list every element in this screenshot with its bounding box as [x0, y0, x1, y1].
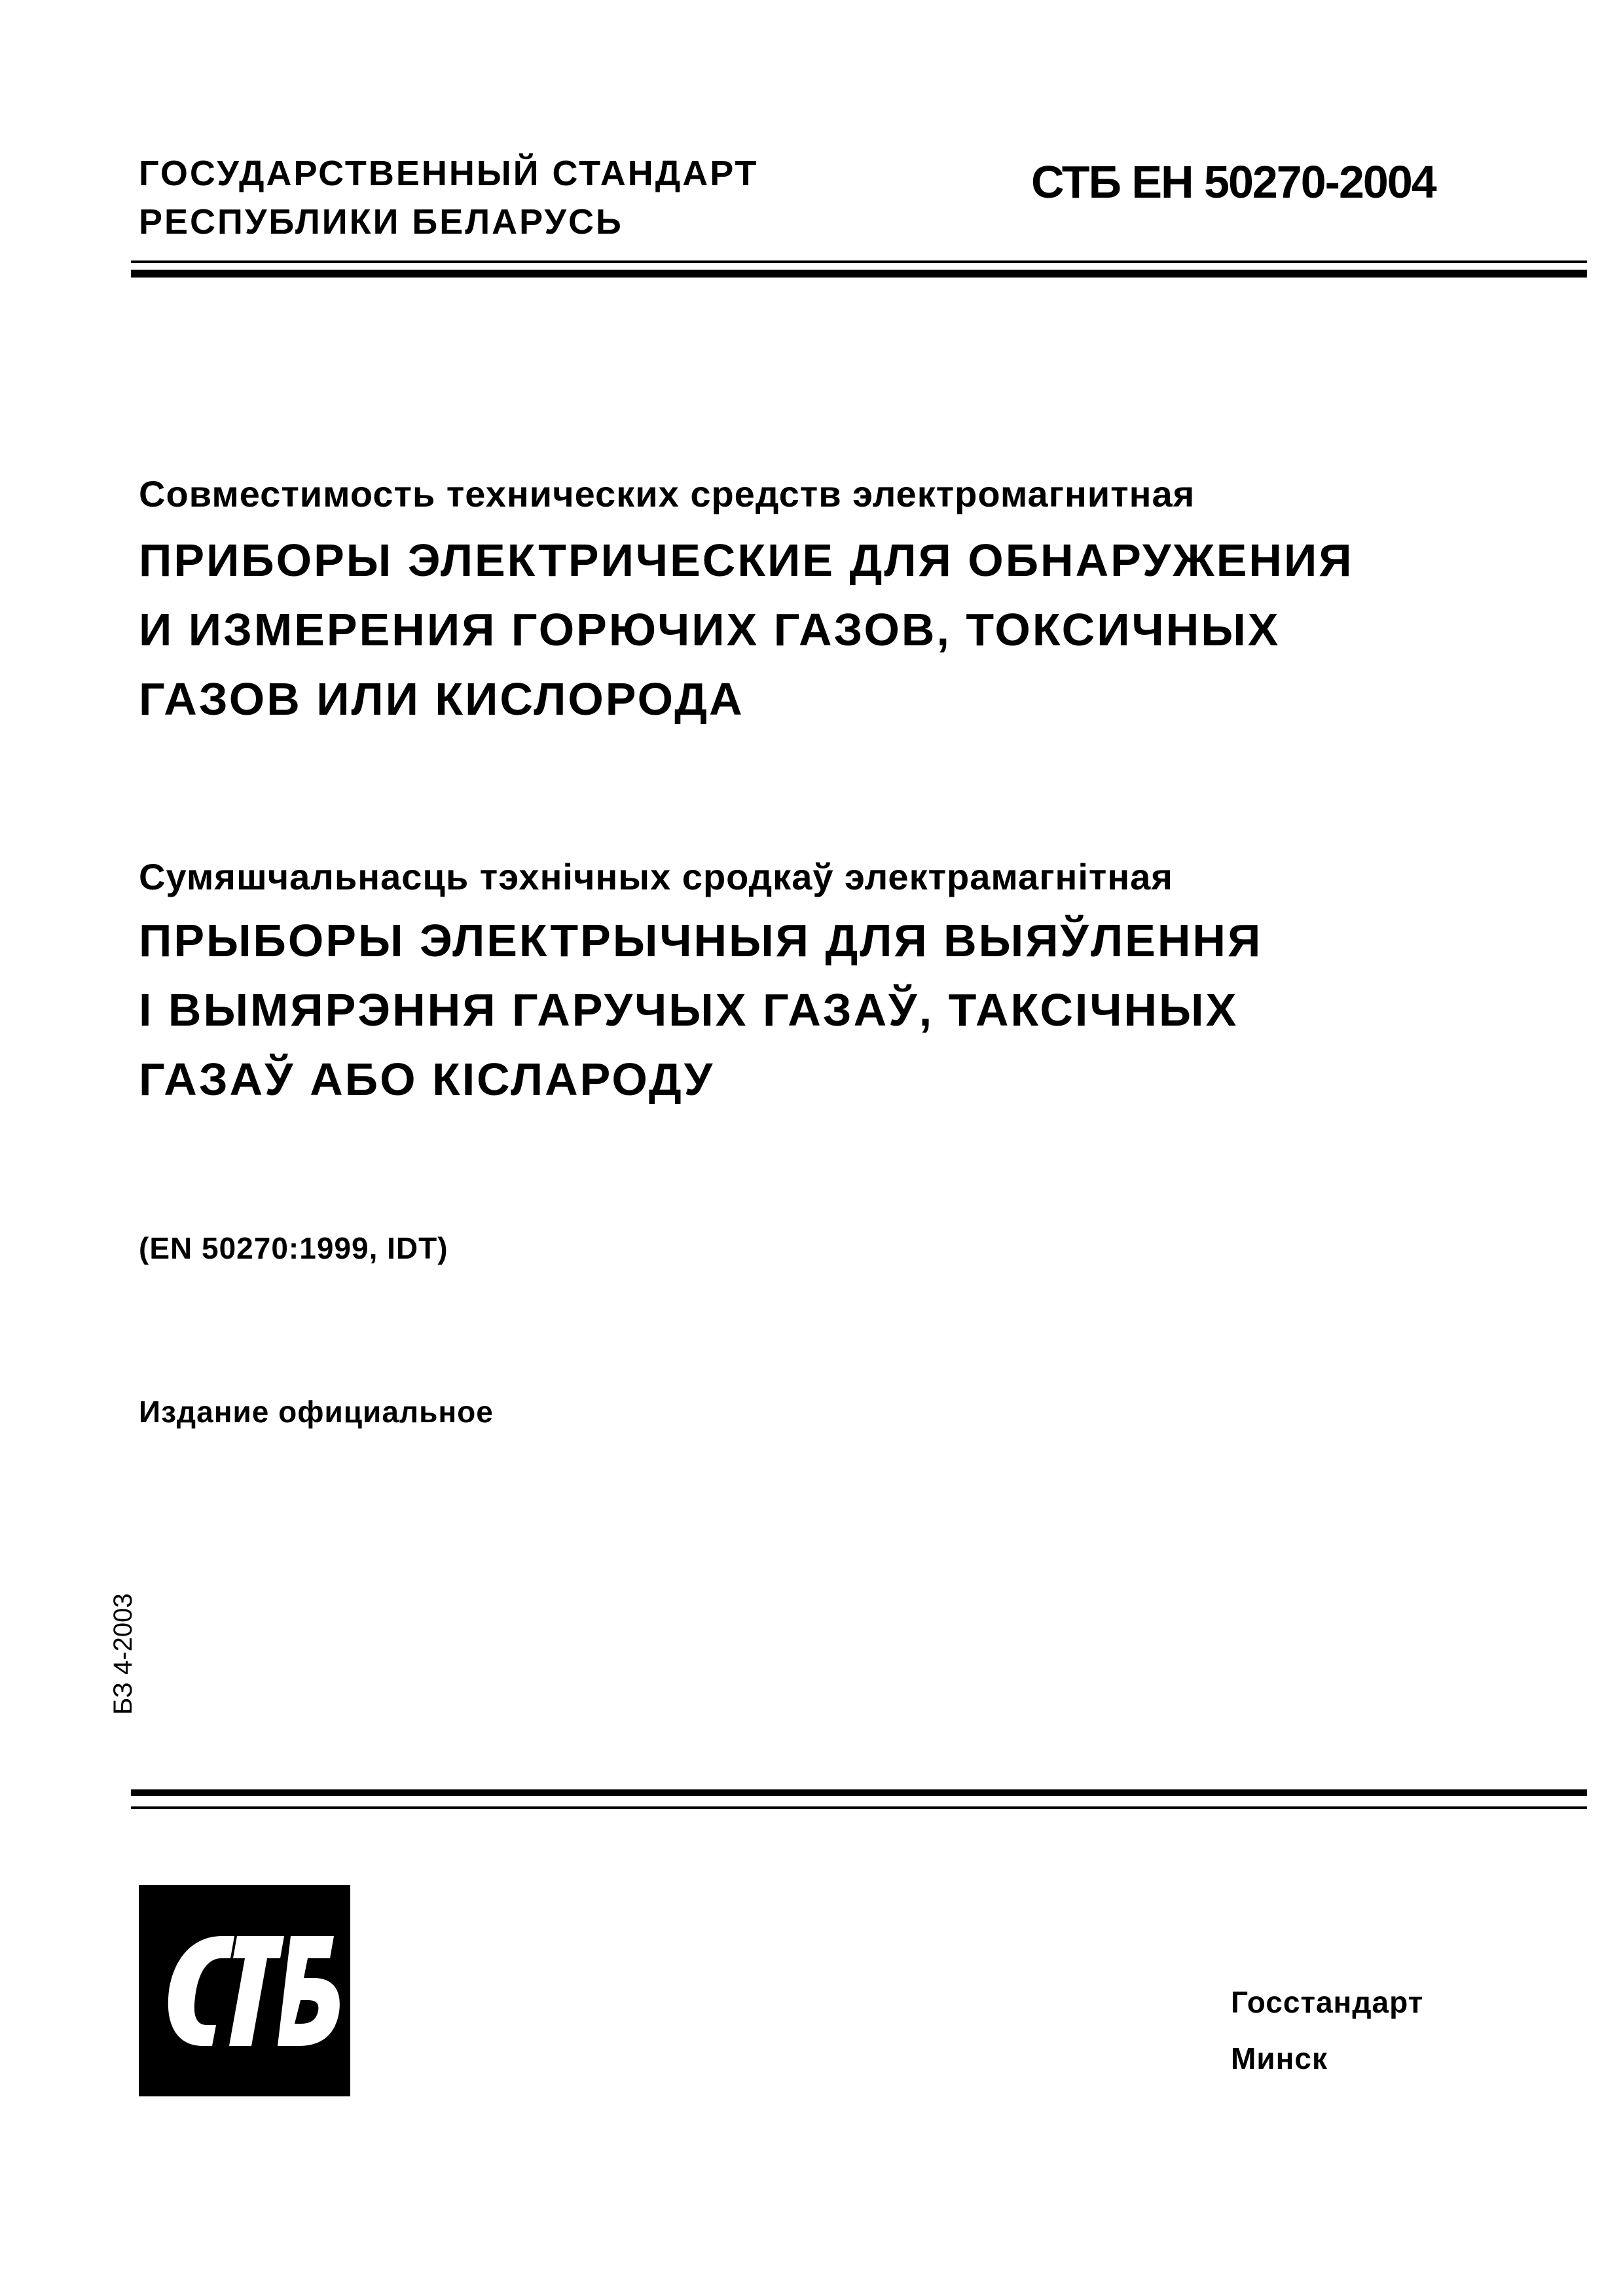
bottom-rule-thick: [131, 1789, 1587, 1796]
russian-title-line-1: ПРИБОРЫ ЭЛЕКТРИЧЕСКИЕ ДЛЯ ОБНАРУЖЕНИЯ: [139, 535, 1354, 586]
belarusian-title: [139, 906, 1262, 1114]
bottom-rule-thin: [131, 1806, 1587, 1809]
org-line-1: ГОСУДАРСТВЕННЫЙ СТАНДАРТ: [139, 154, 759, 193]
stb-logo-icon: [139, 1885, 350, 2096]
edition-label: Издание официальное: [139, 1395, 494, 1429]
vertical-code: БЗ 4-2003: [109, 1593, 137, 1715]
issuing-organization: [139, 149, 759, 246]
org-line-2: РЕСПУБЛИКИ БЕЛАРУСЬ: [139, 202, 623, 242]
belarusian-title-line-3: ГАЗАЎ АБО КІСЛАРОДУ: [139, 1054, 715, 1105]
publisher-name: Госстандарт: [1231, 1985, 1424, 2019]
belarusian-title-line-1: ПРЫБОРЫ ЭЛЕКТРЫЧНЫЯ ДЛЯ ВЫЯЎЛЕННЯ: [139, 915, 1263, 966]
international-equivalence: (EN 50270:1999, IDT): [139, 1231, 448, 1265]
russian-subtitle: Совместимость технических средств электромагнитная: [139, 473, 1195, 514]
belarusian-subtitle: Сумяшчальнасць тэхнічных сродкаў электрамагнітная: [139, 856, 1173, 897]
top-rule-thin: [131, 260, 1587, 263]
russian-title-line-3: ГАЗОВ ИЛИ КИСЛОРОДА: [139, 673, 744, 725]
top-rule-thick: [131, 270, 1587, 278]
russian-title: [139, 526, 1354, 734]
belarusian-title-line-2: І ВЫМЯРЭННЯ ГАРУЧЫХ ГАЗАЎ, ТАКСІЧНЫХ: [139, 984, 1239, 1035]
russian-title-line-2: И ИЗМЕРЕНИЯ ГОРЮЧИХ ГАЗОВ, ТОКСИЧНЫХ: [139, 604, 1281, 655]
publisher-city: Минск: [1231, 2041, 1328, 2075]
standard-designation: СТБ ЕН 50270-2004: [1031, 156, 1436, 207]
